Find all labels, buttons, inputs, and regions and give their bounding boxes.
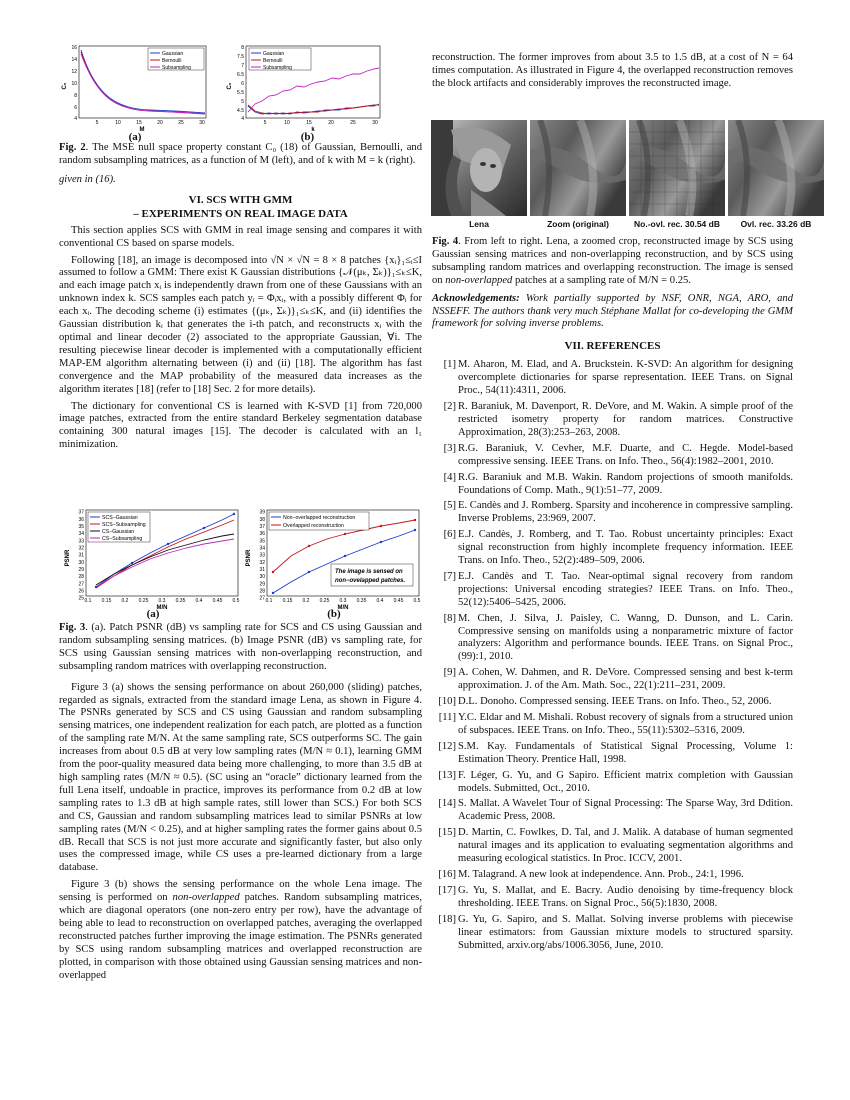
reference-item bbox=[432, 571, 793, 610]
reference-item bbox=[432, 500, 793, 526]
fig2b-xtick: 30 bbox=[372, 120, 378, 126]
fig3b-ytick: 34 bbox=[259, 545, 265, 552]
left-paragraph-1: This section applies SCS with GMM in real image sensing and compares it with conventional CS based on sparse models. bbox=[59, 224, 422, 249]
fig4-label-zoom: Zoom (original) bbox=[547, 219, 609, 229]
fig2b-ylabel: C₀ bbox=[227, 82, 233, 90]
left-paragraph-3: The dictionary for conventional CS is learned with K-SVD [1] from 720,000 image patches, extracted from the entire standard Berkeley segmentation database containing 300 natural images [15]. The decoder is calculated with an l₁ minimization. bbox=[59, 400, 422, 451]
fig2a-xtick: 15 bbox=[136, 120, 142, 126]
reference-item bbox=[432, 472, 793, 498]
fig3b-xtick: 0.15 bbox=[282, 598, 293, 604]
fig3b-xtick: 0.3 bbox=[339, 598, 347, 604]
reference-item bbox=[432, 667, 793, 693]
fig2b-ytick: 7.5 bbox=[237, 54, 244, 60]
fig2a-ytick: 14 bbox=[71, 57, 77, 63]
left-paragraph-4: Figure 3 (a) shows the sensing performance on about 260,000 (sliding) patches, regarded as signals, extracted from the standard image Lena, as shown in Figure 4. The PSNRs generated by SCS and CS using Gaussian and random subsampling sensing matrices, one independent realization for each patch, are plotted as a function of the sampling rate M/N. At the same sampling rate, SCS outperforms SC. The gain increases from about 0.5 dB at very low sampling rates (M/N ≈ 0.1), learning GMM from the poor-quality measured data being more challenging, to more than 3.5 dB at high sampling rates (M/N ≈ 0.5). (SC using an “oracle” dictionary learned from the full Lena itself, undoable in practice, improves its performance from 0.2 dB at low sampling rates to 1.3 dB at high sample rates, still lower than SCS.) For both SCS and CS, Gaussian and random subsampling matrices lead to similar PSNRs at low sampling rates (M/N < 0.25), and at higher sampling rates the former gains about 0.5 dB. Recall that SCS is not just more accurate and significantly faster, but also only uses the compressed image, while CS uses a pre-learned dictionary from a large database. bbox=[59, 681, 422, 874]
left-column-bottom bbox=[59, 622, 422, 986]
reference-item bbox=[432, 770, 793, 796]
reference-text: S. Mallat. A Wavelet Tour of Signal Processing: The Sparse Way, 3rd Ddition. Academic Press, 2008. bbox=[458, 798, 793, 823]
left-column-top bbox=[59, 142, 422, 456]
fig3a-sublabel: (a) bbox=[146, 608, 160, 620]
right-paragraph-1: reconstruction. The former improves from about 3.5 to 1.5 dB, at a cost of N = 64 times computation. As illustrated in Figure 4, the overlapped reconstruction removes the block artifacts and considerably improves the reconstructed image. bbox=[432, 52, 793, 89]
reference-number: [18] bbox=[438, 913, 456, 925]
acknowledgements: Acknowledgements: Work partially supported by NSF, ONR, NGA, ARO, and NSSEFF. The authors thank very much Stéphane Mallat for co-developing the GMM framework for solving inverse problems. bbox=[432, 292, 793, 330]
fig2-caption: Fig. 2. The MSE null space property constant C₀ (18) of Gaussian, Bernoulli, and random subsampling matrices, as a function of M (left), and of k with M = k (right). bbox=[59, 142, 422, 166]
fig3b-xtick: 0.2 bbox=[302, 598, 310, 604]
fig3a-xtick: 0.5 bbox=[232, 598, 240, 604]
fig2b-ytick: 6.5 bbox=[237, 72, 244, 78]
fig3b-chart bbox=[243, 508, 425, 610]
reference-number: [7] bbox=[443, 570, 456, 582]
fig3a-xlabel: M/N bbox=[156, 605, 168, 610]
fig3a-ytick: 35 bbox=[78, 523, 84, 530]
reference-text: D.L. Donoho. Compressed sensing. IEEE Trans. on Info. Theo., 52, 2006. bbox=[458, 696, 772, 708]
fig4-label-lena: Lena bbox=[469, 219, 489, 229]
reference-text: M. Talagrand. A new look at independence. Ann. Prob., 24:1, 1996. bbox=[458, 868, 744, 880]
fig3a-xtick: 0.3 bbox=[158, 598, 166, 604]
fig2b-xtick: 10 bbox=[284, 120, 290, 126]
fig2a-xtick: 20 bbox=[157, 120, 163, 126]
fig3b-xtick: 0.35 bbox=[356, 598, 367, 604]
fig3a-ytick: 31 bbox=[78, 552, 84, 559]
reference-number: [11] bbox=[438, 712, 456, 723]
fig2b-ytick: 5 bbox=[241, 99, 244, 105]
fig2a-xtick: 25 bbox=[178, 120, 184, 126]
fig3a-ylabel: PSNR bbox=[65, 549, 71, 567]
fig3a-xtick: 0.4 bbox=[195, 598, 203, 604]
reference-item bbox=[432, 696, 793, 709]
reference-text: A. Cohen, W. Dahmen, and R. DeVore. Compressed sensing and best k-term approximation. J. of the Am. Math. Soc., 22(1):211–231, 2009. bbox=[458, 667, 793, 692]
fig2a-ytick: 16 bbox=[71, 45, 77, 51]
fig3b-ylabel: PSNR bbox=[246, 549, 252, 567]
fig3a-ytick: 34 bbox=[78, 531, 84, 538]
reference-number: [9] bbox=[443, 667, 456, 679]
reference-text: E.J. Candès, J. Romberg, and T. Tao. Robust uncertainty principles: Exact signal reconstruction from highly incomplete frequency information. IEEE Trans. on Info. Theo., 52(2):489–509, 2006. bbox=[458, 529, 793, 567]
fig3a-ytick: 32 bbox=[78, 545, 84, 552]
fig3b-xtick: 0.5 bbox=[413, 598, 421, 604]
fig2b-xtick: 15 bbox=[306, 120, 312, 126]
fig4-caption: Fig. 4. From left to right. Lena, a zoomed crop, reconstructed image by SCS using Gaussian sensing matrices and non-overlapping reconstruction, and by SCS using subsampling random matrices and overlapping reconstruction. The image is sensed on non-overlapped patches at a sampling rate of M/N = 0.25. bbox=[432, 236, 794, 286]
reference-number: [17] bbox=[438, 884, 456, 896]
fig2b-legend: Gaussian bbox=[263, 51, 285, 57]
fig3b-xtick: 0.25 bbox=[319, 598, 330, 604]
fig3b-legend: Non−overlapped reconstruction bbox=[283, 515, 356, 521]
fig3b-ytick: 32 bbox=[259, 559, 265, 566]
fig2b-xtick: 25 bbox=[350, 120, 356, 126]
fig3a-chart bbox=[62, 508, 244, 610]
reference-text: G. Yu, G. Sapiro, and S. Mallat. Solving inverse problems with piecewise linear estimators: from Gaussian mixture models to structured sparsity. Submitted, arxiv.org/abs/1006.3056, June, 2010. bbox=[458, 913, 793, 951]
fig2a-chart bbox=[60, 44, 210, 132]
fig2a-ytick: 4 bbox=[74, 116, 77, 122]
left-paragraph-5: Figure 3 (b) shows the sensing performance on the whole Lena image. The sensing is performed on non-overlapped patches. Random subsampling matrices, which are diagonal operators (one non-zero entry per row), have the advantage of being able to lead to reconstruction on overlapped patches, averaging the overlapped reconstructed patches further improving the image estimation. The PSNRs generated by SCS using random subsampling matrices and overlapped reconstruction are plotted, in comparison with those obtained using Gaussian sensing matrices and non-overlapped bbox=[59, 879, 423, 981]
fig2b-chart bbox=[225, 44, 385, 132]
fig3a-ytick: 37 bbox=[78, 509, 84, 516]
fig3a-legend: CS−Gaussian bbox=[102, 529, 135, 535]
fig2b-ytick: 5.5 bbox=[237, 90, 244, 96]
fig2a-xtick: 10 bbox=[115, 120, 121, 126]
fig3b-note: non−ovelapped patches. bbox=[335, 578, 406, 584]
reference-item bbox=[432, 914, 793, 953]
fig2a-xlabel: M bbox=[139, 127, 145, 132]
reference-text: M. Chen, J. Silva, J. Paisley, C. Wanng, D. Dunson, and L. Carin. Compressive sensing on manifolds using a nonparametric mixture of factor analyzers: Algorithm and performance bounds. IEEE Trans. on Signal Proc., (99):1, 2010. bbox=[458, 612, 793, 663]
reference-item bbox=[432, 359, 793, 398]
fig3b-ytick: 33 bbox=[259, 552, 265, 559]
reference-number: [14] bbox=[438, 798, 456, 810]
fig2b-ytick: 8 bbox=[241, 45, 244, 51]
fig2a-sublabel: (a) bbox=[128, 131, 142, 143]
fig2a-legend: Bernoulli bbox=[162, 58, 182, 64]
fig2b-ytick: 4.5 bbox=[237, 108, 244, 114]
reference-number: [10] bbox=[438, 696, 456, 708]
fig2a-ytick: 8 bbox=[74, 93, 77, 99]
fig3b-ytick: 37 bbox=[259, 523, 265, 530]
fig3a-ytick: 27 bbox=[78, 581, 84, 588]
fig2b-sublabel: (b) bbox=[300, 131, 315, 143]
fig2b-xtick: 5 bbox=[263, 120, 267, 126]
reference-text: R.G. Baraniuk and M.B. Wakin. Random projections of smooth manifolds. Foundations of Comp. Math., 9(1):51–77, 2009. bbox=[458, 471, 793, 496]
fig3a-xtick: 0.2 bbox=[121, 598, 129, 604]
reference-number: [3] bbox=[443, 442, 456, 454]
fig3a-xtick: 0.45 bbox=[212, 598, 223, 604]
reference-item bbox=[432, 401, 793, 440]
fig3a-ytick: 30 bbox=[78, 559, 84, 566]
fig3b-xlabel: M/N bbox=[337, 605, 349, 610]
reference-item bbox=[432, 741, 793, 767]
fig2b-ytick: 4 bbox=[241, 116, 244, 122]
reference-number: [13] bbox=[438, 769, 456, 781]
reference-number: [15] bbox=[438, 827, 456, 839]
fig3a-xtick: 0.25 bbox=[138, 598, 149, 604]
fig3b-ytick: 39 bbox=[259, 509, 265, 516]
reference-item bbox=[432, 798, 793, 824]
fig2a-ytick: 6 bbox=[74, 105, 77, 111]
reference-item bbox=[432, 613, 793, 665]
reference-list bbox=[432, 359, 793, 952]
reference-item bbox=[432, 869, 793, 882]
fig3a-legend: SCS−Gaussian bbox=[102, 515, 138, 521]
fig4-image-lena bbox=[431, 120, 527, 216]
reference-item bbox=[432, 885, 793, 911]
reference-number: [8] bbox=[443, 612, 456, 624]
fig3b-ytick: 35 bbox=[259, 538, 265, 545]
fig2a-xtick: 5 bbox=[95, 120, 99, 126]
right-column-top bbox=[432, 52, 793, 95]
fig3a-legend: SCS−Subsampling bbox=[102, 522, 146, 528]
fig2b-xtick: 20 bbox=[328, 120, 334, 126]
reference-text: E. Candès and J. Romberg. Sparsity and incoherence in compressive sampling. Inverse Problems, 23:969, 2007. bbox=[458, 500, 793, 525]
reference-number: [1] bbox=[443, 359, 456, 371]
fig3b-xtick: 0.1 bbox=[265, 598, 273, 604]
fig4-label-non-overlapped: No.-ovl. rec. 30.54 dB bbox=[634, 219, 720, 229]
reference-text: M. Aharon, M. Elad, and A. Bruckstein. K-SVD: An algorithm for designing overcomplete dictionaries for sparse representation. IEEE Trans. on Signal Proc., 54(11):4311, 2006. bbox=[458, 359, 793, 397]
fig3a-ytick: 25 bbox=[78, 595, 84, 602]
reference-item bbox=[432, 529, 793, 568]
reference-text: S.M. Kay. Fundamentals of Statistical Signal Processing, Volume 1: Estimation Theory. Prentice Hall, 1998. bbox=[458, 740, 793, 765]
reference-number: [2] bbox=[443, 401, 456, 413]
reference-text: D. Martin, C. Fowlkes, D. Tal, and J. Malik. A database of human segmented natural images and its application to evaluating segmentation algorithms and measuring ecological statistics. In Proc. ICCV, 2001. bbox=[458, 827, 793, 865]
fig3a-ytick: 33 bbox=[78, 538, 84, 545]
fig3a-xtick: 0.1 bbox=[84, 598, 92, 604]
fig2b-legend: Subsampling bbox=[263, 65, 292, 71]
reference-number: [4] bbox=[443, 471, 456, 483]
reference-item bbox=[432, 827, 793, 866]
reference-number: [5] bbox=[443, 500, 456, 512]
reference-text: Y.C. Eldar and M. Mishali. Robust recovery of signals from a structured union of subspaces. IEEE Trans. on Info. Theo., 55(11):5302–5316, 2009. bbox=[458, 712, 793, 736]
fig4-image-non-overlapped bbox=[629, 120, 725, 216]
fig3b-ytick: 28 bbox=[259, 588, 265, 595]
fig3b-xtick: 0.4 bbox=[376, 598, 384, 604]
fig2b-legend: Bernoulli bbox=[263, 58, 283, 64]
fig3b-note: The image is sensed on bbox=[335, 569, 403, 575]
fig3a-ytick: 26 bbox=[78, 588, 84, 595]
fig2b-xlabel: k bbox=[311, 127, 315, 132]
reference-text: G. Yu, S. Mallat, and E. Bacry. Audio denoising by time-frequency block thresholding. IEEE Trans. on Signal Proc., 56(5):1830, 2008. bbox=[458, 884, 793, 909]
reference-text: R. Baraniuk, M. Davenport, R. DeVore, and M. Wakin. A simple proof of the restricted isometry property for random matrices. Constructive Approximation, 28(3):253–263, 2008. bbox=[458, 401, 793, 438]
fig2a-xtick: 30 bbox=[199, 120, 205, 126]
fig3a-xtick: 0.35 bbox=[175, 598, 186, 604]
fig3a-ytick: 28 bbox=[78, 574, 84, 581]
fig2a-ytick: 12 bbox=[71, 69, 77, 75]
fig3b-ytick: 30 bbox=[259, 574, 265, 581]
sec7-title: VII. REFERENCES bbox=[564, 340, 661, 353]
fig3b-sublabel: (b) bbox=[327, 608, 341, 620]
sec6-subtitle: – EXPERIMENTS ON REAL IMAGE DATA bbox=[133, 207, 348, 220]
reference-item bbox=[432, 443, 793, 469]
fig2b-ytick: 7 bbox=[241, 63, 244, 69]
fig3b-ytick: 31 bbox=[259, 566, 265, 573]
fig3a-ytick: 29 bbox=[78, 566, 84, 573]
fig3a-legend: CS−Subsampling bbox=[102, 536, 143, 542]
right-column-bottom bbox=[432, 236, 793, 955]
fig2a-ylabel: C₀ bbox=[62, 82, 68, 90]
fig3a-xtick: 0.15 bbox=[101, 598, 112, 604]
fig3b-xtick: 0.45 bbox=[393, 598, 404, 604]
fig3b-ytick: 36 bbox=[259, 531, 265, 538]
fig2a-legend: Subsampling bbox=[162, 65, 191, 71]
fig2a-ytick: 10 bbox=[71, 81, 77, 87]
fig4-image-overlapped bbox=[728, 120, 824, 216]
fig2a-legend: Gaussian bbox=[162, 51, 184, 57]
reference-number: [6] bbox=[443, 529, 456, 541]
given-in-text: given in (16). bbox=[59, 173, 116, 185]
fig3b-ytick: 29 bbox=[259, 581, 265, 588]
reference-item bbox=[432, 712, 793, 738]
reference-number: [16] bbox=[438, 868, 456, 880]
reference-text: E.J. Candès and T. Tao. Near-optimal signal recovery from random projections: Universal encoding strategies? IEEE Trans. on Info. Theo., 52(12):5406–5425, 2006. bbox=[458, 570, 793, 608]
fig3a-ytick: 36 bbox=[78, 516, 84, 523]
fig3b-legend: Overlapped reconstruction bbox=[283, 523, 344, 529]
fig4-image-zoom-original bbox=[530, 120, 626, 216]
sec6-title: VI. SCS WITH GMM bbox=[188, 193, 293, 206]
fig3b-ytick: 27 bbox=[259, 595, 265, 602]
fig2b-ytick: 6 bbox=[241, 81, 244, 87]
fig3b-ytick: 38 bbox=[259, 516, 265, 523]
reference-number: [12] bbox=[438, 740, 456, 752]
fig3-caption: Fig. 3. (a). Patch PSNR (dB) vs sampling rate for SCS and CS using Gaussian and random subsampling sensing matrices. (b) Image PSNR (dB) vs sampling rate, for SCS using Gaussian sensing matrices with non-overlapping reconstruction, and subsampling random matrices with overlapping reconstruction. bbox=[59, 622, 422, 672]
left-paragraph-2: Following [18], an image is decomposed into √N × √N = 8 × 8 patches {xᵢ}₁≤ᵢ≤I assumed to follow a GMM: There exist K Gaussian distributions {𝒩(μₖ, Σₖ)}₁≤ₖ≤K, and each image patch xᵢ is independently drawn from one of these Gaussians with an unknown index k. SCS samples each patch yᵢ = Φᵢxᵢ, with a possibly different Φᵢ for each xᵢ. The decoding scheme (i) estimates {(μₖ, Σₖ)}₁≤ₖ≤K, and (ii) identifies the Gaussian distribution kᵢ that generates the i-th patch, and reconstructs xᵢ with the optimal and linear decoder (2) associated to the appropriate Gaussian, ∀i. The resulting piecewise linear decoder is implemented with a computationally efficient MAP-EM algorithm alternating between (i) and (ii) [18]. The algorithm has fast convergence and the MAP probability of the measured data increases as the algorithm iterates [18] (refer to [18] Sec. 2 for more details). bbox=[59, 254, 422, 395]
reference-text: F. Léger, G. Yu, and G Sapiro. Efficient matrix completion with Gaussian models. Submitted, Oct., 2010. bbox=[458, 769, 793, 794]
reference-text: R.G. Baraniuk, V. Cevher, M.F. Duarte, and C. Hegde. Model-based compressive sensing. IEEE Trans. on Info. Theo., 56(4):1982–2001, 2010. bbox=[458, 442, 793, 467]
fig4-label-overlapped: Ovl. rec. 33.26 dB bbox=[740, 219, 812, 229]
